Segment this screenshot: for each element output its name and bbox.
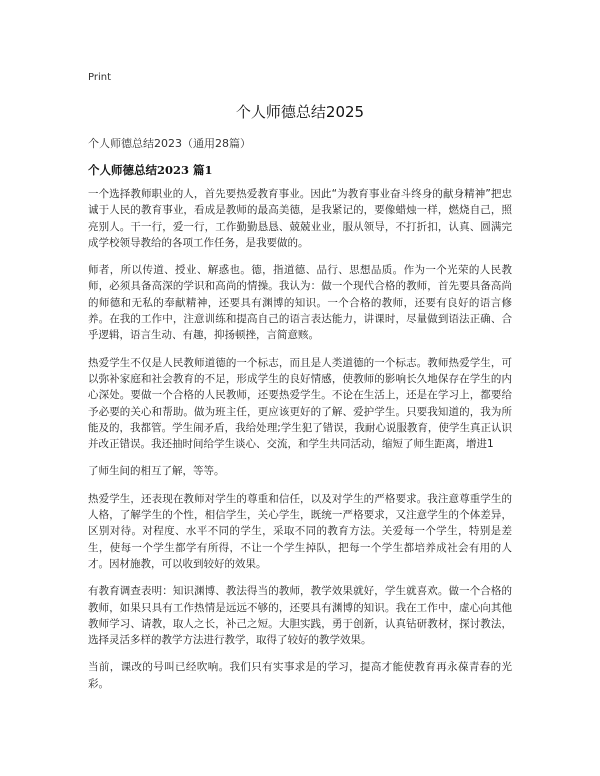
section-heading: 个人师德总结2023 篇1 [88,163,213,177]
paragraph: 一个选择教师职业的人，首先要热爱教育事业。因此“为教育事业奋斗终身的献身精神”把忠诚于人民的教育事业，看成是教师的最高美德，是我紧记的，要像蜡烛一样，燃烧自己，照亮别人。干一行，爱一行，工作勤勤恳恳、兢兢业业，服从领导，不打折扣，认真、圆满完成学校领导教给的各项工作任务，是我要做的。 [88,188,512,249]
body-text [88,186,512,703]
page-title: 个人师德总结2025 [235,103,365,121]
print-label[interactable]: Print [88,72,112,83]
paragraph: 有教育调查表明：知识渊博、教法得当的教师，教学效果就好，学生就喜欢。做一个合格的教师，如果只具有工作热情是远远不够的，还要具有渊博的知识。我在工作中，虚心向其他教师学习、请教，取人之长，补己之短。大胆实践，勇于创新，认真钻研教材，探讨教法，选择灵活多样的教学方法进行教学，取得了较好的教学效果。 [88,585,512,647]
paragraph: 当前，课改的号叫已经吹响。我们只有实事求是的学习，提高才能使教育再永葆青春的光彩。 [88,661,512,690]
paragraph: 了师生间的相互了解，等等。 [88,465,225,478]
paragraph: 热爱学生不仅是人民教师道德的一个标志，而且是人类道德的一个标志。教师热爱学生，可以弥补家庭和社会教育的不足，形成学生的良好情感，使教师的影响长久地保存在学生的内心深处。要做一个合格的人民教师，还要热爱学生。不论在生活上，还是在学习上，都要给予必要的关心和帮助。做为班主任，更应该更好的了解、爱护学生。只要我知道的，我为所能及的，我都管。学生闹矛盾，我给处理;学生犯了错误，我耐心说服教育，使学生真正认识并改正错误。我还抽时间给学生谈心、交流，和学生共同活动，缩短了师生距离，增进1 [88,356,512,451]
paragraph: 师者，所以传道、授业、解惑也。德，指道德、品行、思想品质。作为一个光荣的人民教师，必须具备高深的学识和高尚的情操。我认为：做一个现代合格的教师，首先要具备高尚的师德和无私的奉献精神，还要具有渊博的知识。一个合格的教师，还要有良好的语言修养。在我的工作中，注意训练和提高自己的语言表达能力，讲课时，尽量做到语法正确、合乎逻辑，语言生动、有趣，抑扬顿挫，言简意赅。 [88,264,512,342]
document-subtitle: 个人师德总结2023（通用28篇） [88,137,251,150]
paragraph: 热爱学生，还表现在教师对学生的尊重和信任，以及对学生的严格要求。我注意尊重学生的人格，了解学生的个性，相信学生，关心学生，既统一严格要求，又注意学生的个体差异，区别对待。对程度、水平不同的学生，采取不同的教育方法。关爱每一个学生，特别是差生，使每一个学生都学有所得，不让一个学生掉队，把每一个学生都培养成社会有用的人才。因材施教，可以收到较好的效果。 [88,492,512,570]
